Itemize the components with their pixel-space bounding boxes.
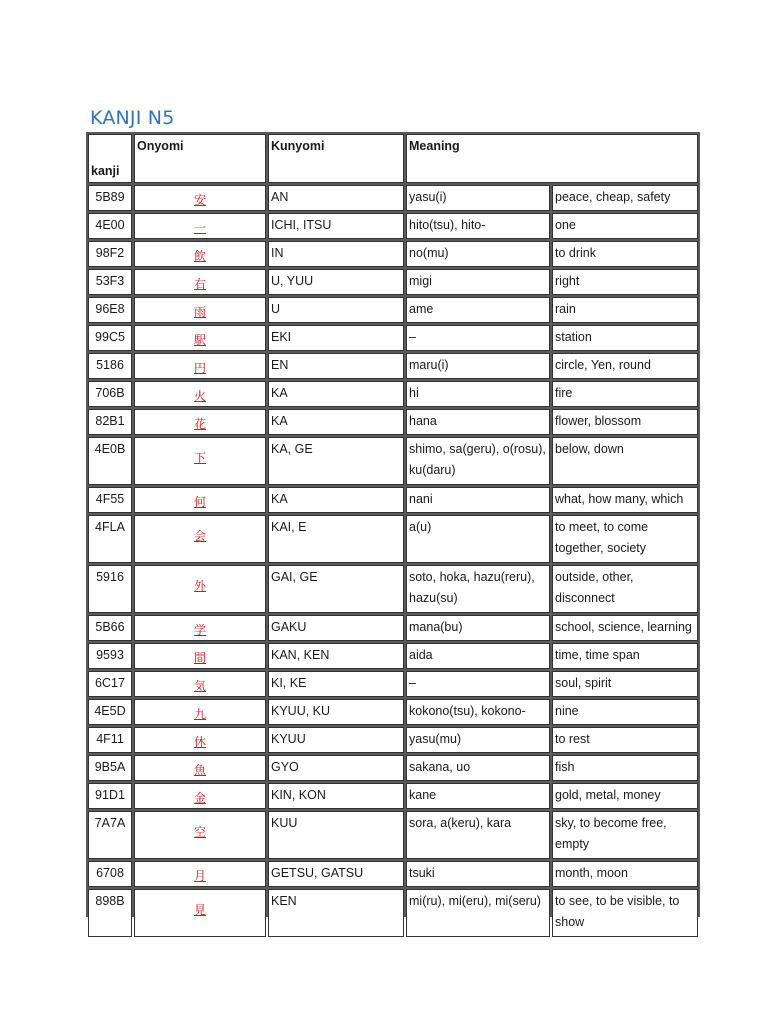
kunyomi-cell: shimo, sa(geru), o(rosu), ku(daru) [406, 437, 550, 485]
meaning-cell: nine [552, 699, 698, 725]
kanji-code-cell: 4F11 [88, 727, 132, 753]
onyomi-cell: KYUU, KU [268, 699, 404, 725]
onyomi-cell: AN [268, 185, 404, 211]
onyomi-cell: KUU [268, 811, 404, 859]
meaning-cell: to see, to be visible, to show [552, 889, 698, 937]
kanji-code-cell: 5B66 [88, 615, 132, 641]
onyomi-cell: KAI, E [268, 515, 404, 563]
kanji-character-cell: 安 [134, 185, 266, 211]
onyomi-cell: EKI [268, 325, 404, 351]
kunyomi-cell: – [406, 671, 550, 697]
kanji-character-cell: 雨 [134, 297, 266, 323]
meaning-cell: time, time span [552, 643, 698, 669]
kunyomi-cell: nani [406, 487, 550, 513]
meaning-cell: flower, blossom [552, 409, 698, 435]
onyomi-cell: KAN, KEN [268, 643, 404, 669]
kanji-character-cell: 気 [134, 671, 266, 697]
onyomi-cell: KA [268, 487, 404, 513]
kanji-character-cell: 金 [134, 783, 266, 809]
kunyomi-cell: kane [406, 783, 550, 809]
meaning-cell: fish [552, 755, 698, 781]
kanji-code-cell: 4F55 [88, 487, 132, 513]
kanji-code-cell: 82B1 [88, 409, 132, 435]
meaning-cell: school, science, learning [552, 615, 698, 641]
onyomi-cell: KA [268, 381, 404, 407]
onyomi-cell: U, YUU [268, 269, 404, 295]
onyomi-cell: KI, KE [268, 671, 404, 697]
onyomi-cell: KYUU [268, 727, 404, 753]
kunyomi-cell: migi [406, 269, 550, 295]
kanji-code-cell: 98F2 [88, 241, 132, 267]
kanji-code-cell: 5B89 [88, 185, 132, 211]
kanji-character-cell: 魚 [134, 755, 266, 781]
meaning-cell: sky, to become free, empty [552, 811, 698, 859]
header-onyomi: Onyomi [134, 134, 266, 183]
kunyomi-cell: maru(i) [406, 353, 550, 379]
onyomi-cell: KEN [268, 889, 404, 937]
kunyomi-cell: mi(ru), mi(eru), mi(seru) [406, 889, 550, 937]
meaning-cell: circle, Yen, round [552, 353, 698, 379]
kanji-code-cell: 53F3 [88, 269, 132, 295]
kanji-code-cell: 91D1 [88, 783, 132, 809]
kanji-code-cell: 5916 [88, 565, 132, 613]
onyomi-cell: KA, GE [268, 437, 404, 485]
onyomi-cell: EN [268, 353, 404, 379]
kunyomi-cell: yasu(i) [406, 185, 550, 211]
meaning-cell: gold, metal, money [552, 783, 698, 809]
kanji-character-cell: 空 [134, 811, 266, 859]
onyomi-cell: GAI, GE [268, 565, 404, 613]
kanji-character-cell: 外 [134, 565, 266, 613]
kunyomi-cell: mana(bu) [406, 615, 550, 641]
kunyomi-cell: – [406, 325, 550, 351]
page-title: KANJI N5 [90, 107, 175, 129]
kanji-character-cell: 駅 [134, 325, 266, 351]
kunyomi-cell: sakana, uo [406, 755, 550, 781]
kanji-table [86, 132, 700, 929]
meaning-cell: soul, spirit [552, 671, 698, 697]
kanji-code-cell: 4E0B [88, 437, 132, 485]
kanji-code-cell: 6708 [88, 861, 132, 887]
meaning-cell: right [552, 269, 698, 295]
kanji-character-cell: 会 [134, 515, 266, 563]
meaning-cell: fire [552, 381, 698, 407]
onyomi-cell: GAKU [268, 615, 404, 641]
kanji-code-cell: 4E5D [88, 699, 132, 725]
kunyomi-cell: hana [406, 409, 550, 435]
kanji-code-cell: 898B [88, 889, 132, 937]
kunyomi-cell: aida [406, 643, 550, 669]
meaning-cell: what, how many, which [552, 487, 698, 513]
kanji-character-cell: 学 [134, 615, 266, 641]
header-meaning: Meaning [406, 134, 698, 183]
kanji-code-cell: 4FLA [88, 515, 132, 563]
kunyomi-cell: yasu(mu) [406, 727, 550, 753]
kanji-character-cell: 火 [134, 381, 266, 407]
kanji-character-cell: 下 [134, 437, 266, 485]
kunyomi-cell: tsuki [406, 861, 550, 887]
meaning-cell: one [552, 213, 698, 239]
kanji-code-cell: 9B5A [88, 755, 132, 781]
meaning-cell: to meet, to come together, society [552, 515, 698, 563]
kanji-character-cell: 飲 [134, 241, 266, 267]
kanji-code-cell: 96E8 [88, 297, 132, 323]
kanji-character-cell: 九 [134, 699, 266, 725]
kanji-code-cell: 99C5 [88, 325, 132, 351]
meaning-cell: outside, other, disconnect [552, 565, 698, 613]
kunyomi-cell: soto, hoka, hazu(reru), hazu(su) [406, 565, 550, 613]
kunyomi-cell: sora, a(keru), kara [406, 811, 550, 859]
kanji-character-cell: 花 [134, 409, 266, 435]
kanji-code-cell: 706B [88, 381, 132, 407]
kanji-character-cell: 月 [134, 861, 266, 887]
onyomi-cell: GETSU, GATSU [268, 861, 404, 887]
meaning-cell: to drink [552, 241, 698, 267]
header-kanji: kanji [88, 134, 132, 183]
onyomi-cell: IN [268, 241, 404, 267]
meaning-cell: peace, cheap, safety [552, 185, 698, 211]
onyomi-cell: KA [268, 409, 404, 435]
kunyomi-cell: a(u) [406, 515, 550, 563]
kunyomi-cell: kokono(tsu), kokono- [406, 699, 550, 725]
kunyomi-cell: hi [406, 381, 550, 407]
meaning-cell: rain [552, 297, 698, 323]
kanji-character-cell: 見 [134, 889, 266, 937]
onyomi-cell: ICHI, ITSU [268, 213, 404, 239]
kanji-character-cell: 一 [134, 213, 266, 239]
onyomi-cell: KIN, KON [268, 783, 404, 809]
kanji-character-cell: 右 [134, 269, 266, 295]
meaning-cell: station [552, 325, 698, 351]
kanji-character-cell: 間 [134, 643, 266, 669]
kanji-code-cell: 4E00 [88, 213, 132, 239]
meaning-cell: to rest [552, 727, 698, 753]
onyomi-cell: U [268, 297, 404, 323]
header-kunyomi: Kunyomi [268, 134, 404, 183]
onyomi-cell: GYO [268, 755, 404, 781]
meaning-cell: below, down [552, 437, 698, 485]
kanji-code-cell: 5186 [88, 353, 132, 379]
kunyomi-cell: no(mu) [406, 241, 550, 267]
kanji-character-cell: 休 [134, 727, 266, 753]
kanji-character-cell: 円 [134, 353, 266, 379]
meaning-cell: month, moon [552, 861, 698, 887]
kunyomi-cell: hito(tsu), hito- [406, 213, 550, 239]
kanji-code-cell: 9593 [88, 643, 132, 669]
kunyomi-cell: ame [406, 297, 550, 323]
kanji-code-cell: 7A7A [88, 811, 132, 859]
kanji-code-cell: 6C17 [88, 671, 132, 697]
kanji-character-cell: 何 [134, 487, 266, 513]
